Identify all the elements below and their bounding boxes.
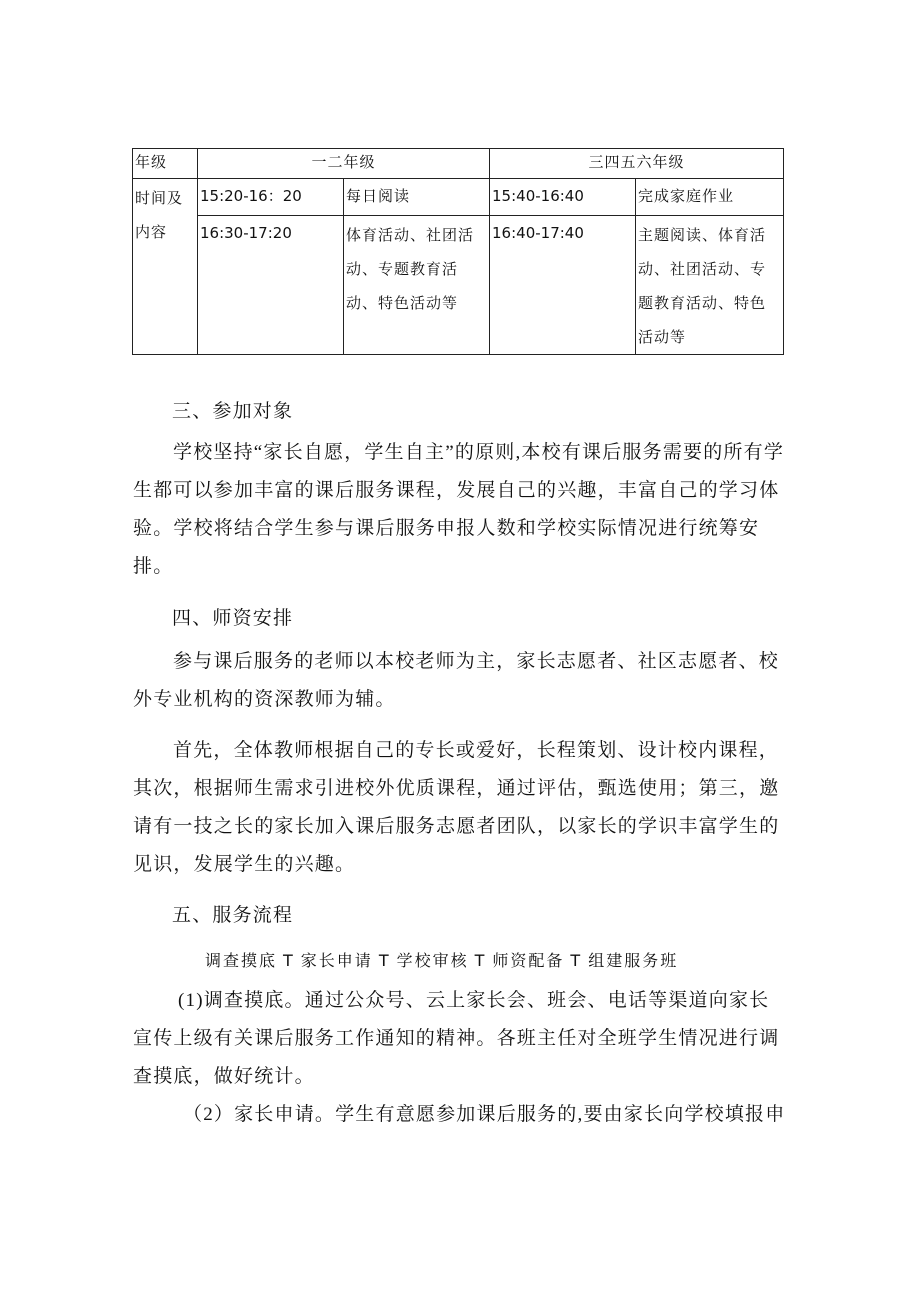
flow-separator: T — [570, 951, 583, 970]
service-flow-chain — [205, 948, 678, 971]
section-3-paragraph: 学校坚持“家长自愿，学生自主”的原则,本校有课后服务需要的所有学生都可以参加丰富的课后服务课程，发展自己的兴趣，丰富自己的学习体验。学校将结合学生参与课后服务申报人数和学校实际情况进行统筹安排。 — [133, 442, 785, 577]
flow-step: 学校审核 — [396, 951, 469, 970]
header-grade-1-2: 一二年级 — [198, 149, 490, 179]
flow-separator: T — [283, 951, 295, 970]
time-cell: 15:20-16：20 — [198, 179, 344, 216]
section-4-title: 四、师资安排 — [172, 608, 294, 629]
flow-step: 家长申请 — [300, 951, 373, 970]
flow-item-1: (1)调查摸底。通过公众号、云上家长会、班会、电话等渠道向家长宣传上级有关课后服务工作通知的精神。各班主任对全班学生情况进行调查摸底，做好统计。 — [133, 990, 780, 1087]
flow-step: 组建服务班 — [588, 951, 679, 970]
row-label-time-content — [133, 179, 198, 355]
table-row — [133, 216, 784, 355]
table-row — [133, 179, 784, 216]
row-label-line2: 内容 — [135, 223, 168, 241]
time-cell: 16:40-17:40 — [490, 216, 636, 355]
content-cell: 每日阅读 — [344, 179, 490, 216]
row-label-line1: 时间及 — [135, 189, 184, 207]
section-5-title: 五、服务流程 — [172, 905, 294, 926]
content-cell: 体育活动、社团活动、专题教育活动、特色活动等 — [344, 216, 490, 355]
table-header-row — [133, 149, 784, 179]
flow-item-2: （2）家长申请。学生有意愿参加课后服务的,要由家长向学校填报申 — [183, 1104, 786, 1125]
flow-step: 调查摸底 — [205, 951, 278, 970]
time-cell: 15:40-16:40 — [490, 179, 636, 216]
flow-separator: T — [474, 951, 487, 970]
section-4-paragraph-2: 首先，全体教师根据自己的专长或爱好，长程策划、设计校内课程，其次，根据师生需求引进校外优质课程，通过评估，甄选使用；第三，邀请有一技之长的家长加入课后服务志愿者团队，以家长的学识丰富学生的见识，发展学生的兴趣。 — [133, 740, 780, 875]
content-cell: 主题阅读、体育活动、社团活动、专题教育活动、特色活动等 — [636, 216, 784, 355]
section-4-paragraph-1: 参与课后服务的老师以本校老师为主，家长志愿者、社区志愿者、校外专业机构的资深教师为辅。 — [133, 651, 780, 710]
section-3-title: 三、参加对象 — [172, 401, 294, 422]
header-grade-3-6: 三四五六年级 — [490, 149, 784, 179]
time-cell: 16:30-17:20 — [198, 216, 344, 355]
flow-step: 师资配备 — [492, 951, 565, 970]
schedule-table — [132, 148, 784, 355]
content-cell: 完成家庭作业 — [636, 179, 784, 216]
flow-separator: T — [378, 951, 391, 970]
header-grade-label: 年级 — [133, 149, 198, 179]
